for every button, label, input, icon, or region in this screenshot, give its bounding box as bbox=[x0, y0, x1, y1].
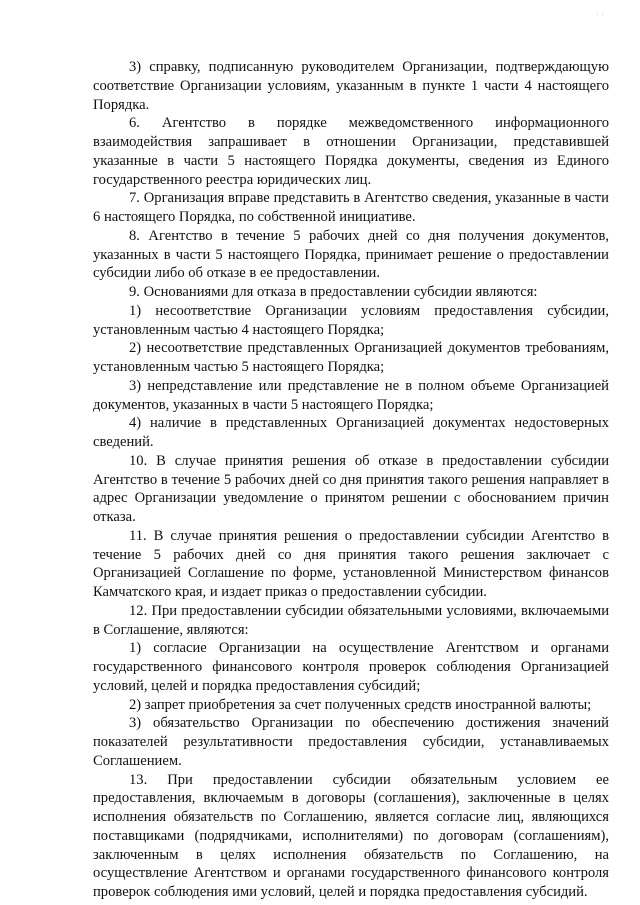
paragraph-6: 6. Агентство в порядке межведомственного информационного взаимодействия запрашивает в отношении Организации, представившей указанные в части 5 настоящего Порядка документы, сведения из Единого государственного реестра юридических лиц. bbox=[93, 115, 609, 188]
paragraph-10: 10. В случае принятия решения об отказе в предоставлении субсидии Агентство в течение 5 рабочих дней со дня принятия такого решения направляет в адрес Организации уведомление о принятом решении с обоснованием причин отказа. bbox=[93, 452, 609, 525]
paragraph-9-item-1: 1) несоответствие Организации условиям предоставления субсидии, установленным частью 4 настоящего Порядка; bbox=[93, 302, 609, 338]
paragraph-11: 11. В случае принятия решения о предоставлении субсидии Агентство в течение 5 рабочих дней со дня принятия такого решения заключает с Организацией Соглашение по форме, установленной Министерством финансов Камчатского края, и издает приказ о предоставлении субсидии. bbox=[93, 527, 609, 600]
paragraph-9-item-4: 4) наличие в представленных Организацией документах недостоверных сведений. bbox=[93, 415, 609, 450]
paragraph-12-item-2: 2) запрет приобретения за счет полученных средств иностранной валюты; bbox=[129, 696, 592, 713]
paragraph-12: 12. При предоставлении субсидии обязательными условиями, включаемыми в Соглашение, являются: bbox=[93, 602, 609, 638]
paragraph-9-item-3: 3) непредставление или представление не в полном объеме Организацией документов, указанных в части 5 настоящего Порядка; bbox=[93, 377, 609, 413]
paragraph-12-item-1: 1) согласие Организации на осуществление Агентством и органами государственного финансового контроля проверок соблюдения Организацией условий, целей и порядка предоставления субсидий; bbox=[93, 640, 609, 694]
paragraph-9-item-2: 2) несоответствие представленных Организацией документов требованиям, установленным частью 5 настоящего Порядка; bbox=[93, 340, 609, 375]
paragraph-item-3-certificate: 3) справку, подписанную руководителем Организации, подтверждающую соответствие Организации условиям, указанным в пункте 1 части 4 настоящего Порядка. bbox=[93, 59, 609, 113]
paragraph-12-item-3: 3) обязательство Организации по обеспечению достижения значений показателей результативности предоставления субсидии, устанавливаемых Соглашением. bbox=[93, 715, 609, 769]
paragraph-13: 13. При предоставлении субсидии обязательным условием ее предоставления, включаемым в договоры (соглашения), заключенные в целях исполнения обязательств по Соглашению, является согласие лиц, являющихся поставщиками (подрядчиками, исполнителями) по договорам (соглашениям), заключенным в целях исполнения обязательств по Соглашению, на осуществление Агентством и органами государственного финансового контроля проверок соблюдения ими условий, целей и порядка предоставления субсидий. bbox=[93, 771, 609, 900]
scan-corner-mark: · · bbox=[596, 10, 604, 19]
paragraph-8: 8. Агентство в течение 5 рабочих дней со дня получения документов, указанных в части 5 настоящего Порядка, принимает решение о предоставлении субсидии либо об отказе в ее предоставлении. bbox=[93, 227, 609, 282]
paragraph-7: 7. Организация вправе представить в Агентство сведения, указанные в части 6 настоящего Порядка, по собственной инициативе. bbox=[93, 190, 609, 225]
paragraph-9: 9. Основаниями для отказа в предоставлении субсидии являются: bbox=[129, 284, 538, 300]
document-body bbox=[93, 58, 609, 902]
